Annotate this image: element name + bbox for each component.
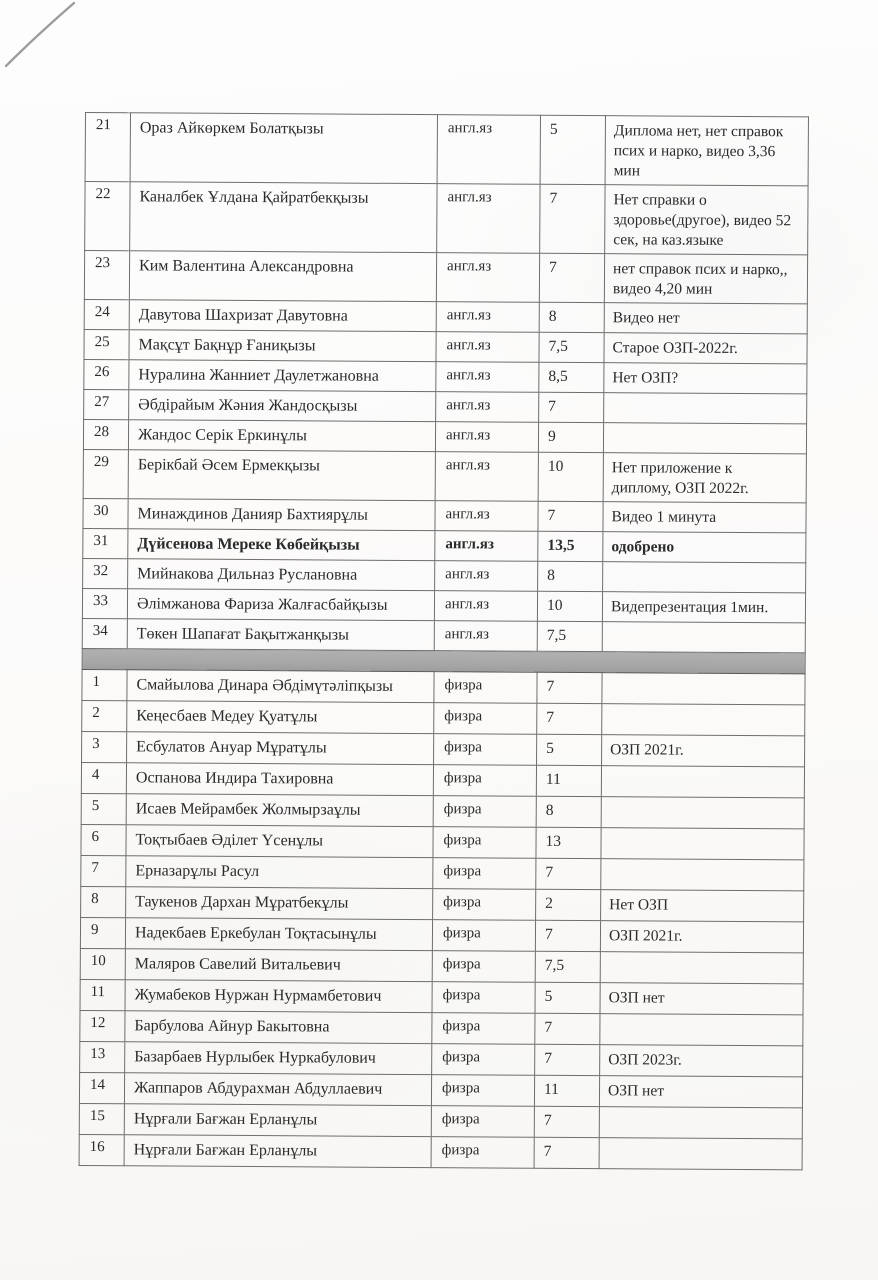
note-cell (600, 1014, 803, 1046)
table-row (80, 1041, 803, 1076)
subject-cell: англ.яз (437, 115, 540, 185)
subject-cell: англ.яз (436, 392, 539, 423)
subject-cell: физра (434, 703, 537, 735)
table-row (83, 558, 806, 592)
note-cell: ОЗП нет (600, 983, 803, 1015)
score-cell: 5 (540, 115, 605, 184)
row-number-cell: 27 (84, 389, 129, 419)
row-number-cell: 15 (79, 1103, 124, 1134)
score-cell: 8 (538, 561, 603, 591)
row-number-cell: 28 (83, 419, 128, 449)
table-row (83, 498, 806, 532)
score-cell: 7,5 (535, 951, 600, 982)
applicant-name-cell: Надекбаев Еркебулан Тоқтасынұлы (125, 918, 432, 951)
subject-cell: физра (433, 796, 536, 828)
note-cell: Видепрезентация 1мин. (602, 592, 805, 623)
row-number-cell: 8 (81, 886, 126, 917)
score-cell: 5 (535, 982, 600, 1013)
row-number-cell: 6 (81, 824, 126, 855)
subject-cell: англ.яз (436, 362, 539, 393)
table-row (81, 762, 804, 797)
row-number-cell: 5 (81, 793, 126, 824)
score-cell: 7 (535, 920, 600, 951)
note-cell (602, 673, 805, 705)
table-row (81, 824, 804, 859)
table-row (82, 731, 805, 766)
score-cell: 10 (538, 452, 603, 501)
applicant-name-cell: Минаждинов Данияр Бахтиярұлы (128, 499, 435, 531)
subject-cell: англ.яз (435, 452, 538, 502)
english-section (82, 113, 808, 653)
row-number-cell: 12 (80, 1010, 125, 1041)
note-cell: ОЗП 2021г. (600, 921, 803, 953)
subject-cell: англ.яз (435, 531, 538, 562)
subject-cell: англ.яз (434, 591, 537, 622)
applicant-name-cell: Жандос Серік Еркинұлы (128, 420, 435, 452)
applicant-name-cell: Смайылова Динара Әбдімүтәліпқызы (127, 670, 434, 703)
subject-cell: англ.яз (435, 501, 538, 532)
score-cell: 5 (537, 734, 602, 765)
table-row (82, 700, 805, 735)
table-row (81, 855, 804, 890)
score-cell: 9 (538, 422, 603, 452)
score-cell: 10 (537, 591, 602, 621)
applicant-name-cell: Нұрғали Бағжан Ерланұлы (124, 1135, 431, 1168)
score-cell: 7,5 (537, 621, 602, 651)
note-cell: Видео нет (604, 303, 807, 334)
score-cell: 11 (536, 765, 601, 796)
score-cell: 13,5 (538, 531, 603, 561)
applicant-name-cell: Әбдірайым Жәния Жандосқызы (129, 390, 436, 422)
row-number-cell: 4 (81, 762, 126, 793)
table-row (80, 917, 803, 952)
applicant-name-cell: Давутова Шахризат Давутовна (129, 300, 436, 332)
applicant-name-cell: Мийнакова Дильназ Руслановна (128, 559, 435, 591)
table-row (84, 389, 807, 423)
row-number-cell: 21 (85, 113, 130, 182)
score-cell: 7 (539, 392, 604, 422)
subject-cell: физра (432, 1044, 535, 1076)
note-cell: Нет ОЗП? (604, 363, 807, 394)
note-cell: Диплома нет, нет справок псих и нарко, видео 3,36 мин (605, 116, 808, 186)
row-number-cell: 13 (80, 1041, 125, 1072)
subject-cell: англ.яз (435, 422, 538, 453)
applicant-name-cell: Базарбаев Нурлыбек Нуркабулович (125, 1042, 432, 1075)
applicant-name-cell: Оспанова Индира Тахировна (126, 763, 433, 796)
row-number-cell: 1 (82, 669, 127, 700)
subject-cell: физра (434, 672, 537, 704)
subject-cell: англ.яз (437, 184, 540, 254)
row-number-cell: 34 (82, 618, 127, 648)
note-cell: Старое ОЗП-2022г. (604, 333, 807, 364)
table-row (84, 329, 807, 363)
subject-cell: физра (433, 858, 536, 890)
note-cell: одобрено (603, 532, 806, 563)
physical-education-section (79, 669, 805, 1169)
score-cell: 8 (539, 302, 604, 332)
applicant-name-cell: Дүйсенова Мереке Көбейқызы (128, 529, 435, 561)
row-number-cell: 30 (83, 498, 128, 528)
note-cell: нет справок псих и нарко,, видео 4,20 мин (604, 254, 807, 304)
pen-mark-icon (0, 0, 95, 80)
note-cell (599, 1138, 802, 1170)
row-number-cell: 22 (85, 182, 130, 251)
table-row (80, 948, 803, 983)
note-cell: ОЗП нет (599, 1076, 802, 1108)
score-cell: 7 (534, 1106, 599, 1137)
note-cell (602, 704, 805, 736)
table-row (83, 528, 806, 562)
row-number-cell: 26 (84, 359, 129, 389)
applicant-name-cell: Исаев Мейрамбек Жолмырзаұлы (126, 794, 433, 827)
table-row (79, 1103, 802, 1138)
applicants-table (79, 112, 809, 1170)
score-cell: 2 (536, 889, 601, 920)
score-cell: 7 (534, 1137, 599, 1168)
score-cell: 7 (538, 501, 603, 531)
applicant-name-cell: Есбулатов Ануар Мұратұлы (127, 732, 434, 765)
note-cell: Видео 1 минута (603, 502, 806, 533)
applicant-name-cell: Ким Валентина Александровна (129, 251, 436, 302)
score-cell: 8 (536, 796, 601, 827)
row-number-cell: 2 (82, 700, 127, 731)
table-row (84, 299, 807, 333)
row-number-cell: 16 (79, 1134, 124, 1165)
subject-cell: физра (432, 920, 535, 952)
subject-cell: физра (431, 1106, 534, 1138)
applicant-name-cell: Мақсұт Бақнұр Ғаниқызы (129, 330, 436, 362)
subject-cell: англ.яз (436, 332, 539, 363)
row-number-cell: 7 (81, 855, 126, 886)
subject-cell: физра (432, 951, 535, 983)
table-row (83, 449, 806, 502)
row-number-cell: 31 (83, 528, 128, 558)
row-number-cell: 32 (83, 558, 128, 588)
note-cell (602, 622, 805, 653)
note-cell (601, 828, 804, 860)
row-number-cell: 24 (84, 299, 129, 329)
subject-cell: физра (434, 734, 537, 766)
row-number-cell: 10 (80, 948, 125, 979)
subject-cell: физра (433, 827, 536, 859)
score-cell: 7 (537, 703, 602, 734)
note-cell (601, 766, 804, 798)
note-cell (599, 1107, 802, 1139)
score-cell: 7 (535, 1044, 600, 1075)
row-number-cell: 14 (79, 1072, 124, 1103)
table-row (80, 1010, 803, 1045)
subject-cell: физра (433, 889, 536, 921)
table-row (81, 886, 804, 921)
note-cell (603, 423, 806, 454)
note-cell: ОЗП 2023г. (600, 1045, 803, 1077)
applicant-name-cell: Каналбек Ұлдана Қайратбекқызы (130, 182, 437, 253)
note-cell (601, 797, 804, 829)
score-cell: 13 (536, 827, 601, 858)
row-number-cell: 25 (84, 329, 129, 359)
note-cell (600, 952, 803, 984)
note-cell (604, 393, 807, 424)
applicant-name-cell: Нұрғали Бағжан Ерланұлы (124, 1104, 431, 1137)
applicant-name-cell: Тоқтыбаев Әділет Үсенұлы (126, 825, 433, 858)
table-row (82, 669, 805, 704)
row-number-cell: 29 (83, 449, 128, 498)
applicant-name-cell: Таукенов Дархан Мұратбекұлы (126, 887, 433, 920)
score-cell: 8,5 (539, 362, 604, 392)
score-cell: 7,5 (539, 332, 604, 362)
applicant-name-cell: Маляров Савелий Витальевич (125, 949, 432, 982)
applicant-name-cell: Барбулова Айнур Бакытовна (125, 1011, 432, 1044)
score-cell: 7 (539, 253, 604, 302)
score-cell: 7 (536, 858, 601, 889)
table-row (85, 182, 808, 255)
table-row (79, 1134, 802, 1169)
table-row (85, 113, 808, 186)
subject-cell: физра (433, 765, 536, 797)
note-cell (601, 859, 804, 891)
applicant-name-cell: Әлімжанова Фариза Жалғасбайқызы (127, 589, 434, 621)
subject-cell: физра (432, 982, 535, 1014)
subject-cell: физра (432, 1013, 535, 1045)
score-cell: 7 (537, 672, 602, 703)
note-cell: Нет справки о здоровье(другое), видео 52 сек, на каз.языке (605, 185, 808, 255)
subject-cell: англ.яз (434, 621, 537, 652)
row-number-cell: 23 (84, 251, 129, 300)
subject-cell: англ.яз (436, 253, 539, 303)
subject-cell: англ.яз (435, 561, 538, 592)
table-row (80, 979, 803, 1014)
score-cell: 7 (540, 184, 605, 253)
applicant-name-cell: Төкен Шапағат Бақытжанқызы (127, 619, 434, 651)
row-number-cell: 3 (82, 731, 127, 762)
row-number-cell: 9 (80, 917, 125, 948)
applicant-name-cell: Жумабеков Нуржан Нурмамбетович (125, 980, 432, 1013)
applicant-name-cell: Ерназарұлы Расул (126, 856, 433, 889)
note-cell: Нет ОЗП (601, 890, 804, 922)
table-row (83, 419, 806, 453)
table-row (81, 793, 804, 828)
table-row (82, 618, 805, 652)
subject-cell: физра (431, 1137, 534, 1169)
applicant-name-cell: Ораз Айкөркем Болатқызы (130, 113, 437, 184)
note-cell: Нет приложение к диплому, ОЗП 2022г. (603, 453, 806, 503)
row-number-cell: 33 (82, 588, 127, 618)
score-cell: 7 (535, 1013, 600, 1044)
subject-cell: англ.яз (436, 302, 539, 333)
applicant-name-cell: Берікбай Әсем Ермекқызы (128, 450, 435, 501)
table-row (79, 1072, 802, 1107)
applicant-name-cell: Нуралина Жанниет Даулетжановна (129, 360, 436, 392)
row-number-cell: 11 (80, 979, 125, 1010)
note-cell: ОЗП 2021г. (602, 735, 805, 767)
table-row (82, 588, 805, 622)
table-row (84, 359, 807, 393)
table-row (84, 251, 807, 304)
score-cell: 11 (534, 1075, 599, 1106)
note-cell (603, 562, 806, 593)
applicant-name-cell: Жаппаров Абдурахман Абдуллаевич (124, 1073, 431, 1106)
subject-cell: физра (431, 1075, 534, 1107)
applicant-name-cell: Кеңесбаев Медеу Қуатұлы (127, 701, 434, 734)
